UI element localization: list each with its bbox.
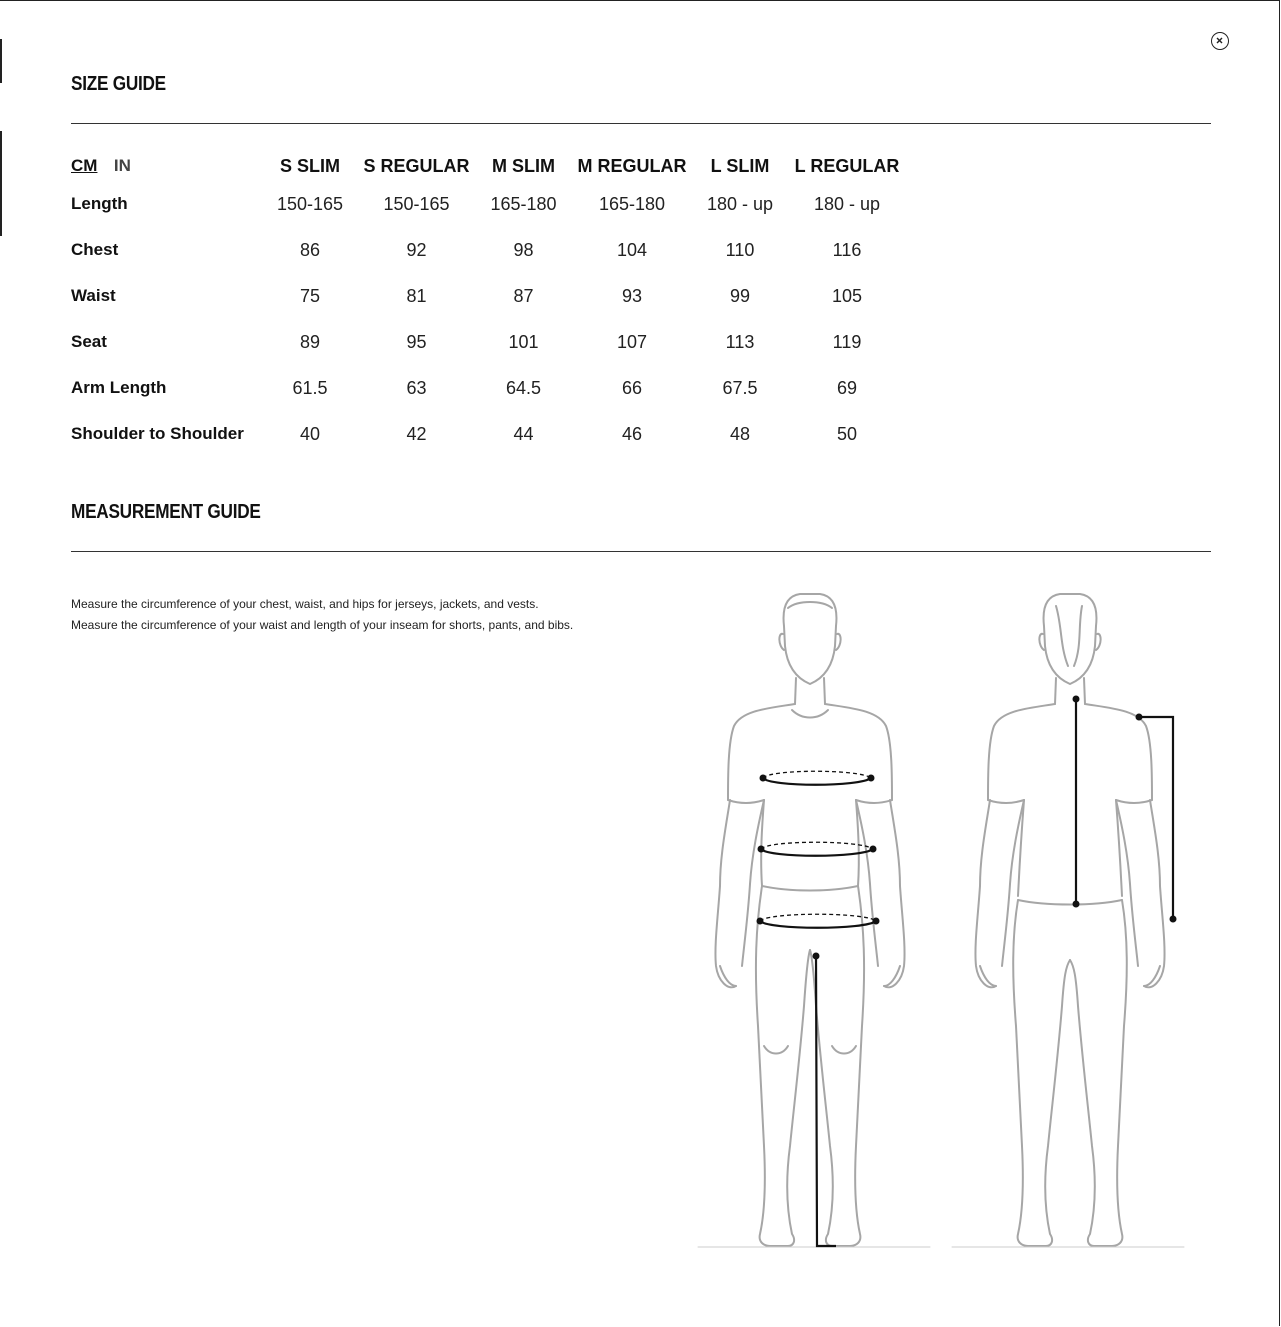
table-cell: 46 — [621, 423, 643, 444]
left-edge-mark — [0, 39, 2, 83]
instruction-line: Measure the circumference of your chest, waist, and hips for jerseys, jackets, and vests. — [71, 597, 539, 611]
table-cell: 93 — [621, 285, 643, 306]
table-row — [71, 365, 901, 411]
unit-in-tab[interactable]: IN — [113, 156, 131, 175]
table-cell: 87 — [513, 285, 534, 306]
waist-measure-line — [761, 842, 873, 856]
column-header: L REGULAR — [794, 155, 900, 176]
unit-toggle — [71, 151, 257, 181]
table-cell: 180 - up — [813, 193, 881, 214]
table-cell: 165-180 — [598, 193, 666, 214]
table-cell: 64.5 — [505, 377, 542, 398]
table-row — [71, 411, 901, 457]
table-cell: 66 — [621, 377, 643, 398]
table-cell: 44 — [513, 423, 534, 444]
instruction-line: Measure the circumference of your waist and length of your inseam for shorts, pants, and bibs. — [71, 618, 574, 632]
table-cell: 67.5 — [722, 377, 758, 398]
table-cell: 110 — [725, 239, 755, 260]
close-button[interactable] — [1211, 32, 1229, 50]
table-cell: 63 — [406, 377, 427, 398]
back-body-figure — [975, 594, 1164, 1246]
table-row — [71, 273, 901, 319]
size-guide-divider — [71, 123, 1211, 124]
measurement-guide-divider — [71, 551, 1211, 552]
table-cell: 98 — [513, 239, 534, 260]
column-header: M SLIM — [492, 155, 555, 176]
table-row — [71, 181, 901, 227]
table-cell: 119 — [832, 331, 862, 352]
row-label: Shoulder to Shoulder — [71, 424, 244, 443]
table-cell: 92 — [406, 239, 427, 260]
size-guide-title: SIZE GUIDE — [71, 73, 166, 95]
table-cell: 104 — [616, 239, 648, 260]
table-row — [71, 227, 901, 273]
measurement-instructions — [71, 594, 573, 636]
table-cell: 48 — [729, 423, 751, 444]
table-cell: 180 - up — [706, 193, 774, 214]
column-header: S SLIM — [279, 155, 340, 176]
column-header: L SLIM — [710, 155, 770, 176]
left-edge-mark — [0, 131, 2, 236]
table-cell: 150-165 — [383, 193, 450, 214]
table-cell: 113 — [725, 331, 755, 352]
measurement-figures — [690, 586, 1200, 1261]
row-label: Waist — [71, 286, 116, 305]
table-cell: 69 — [836, 377, 858, 398]
close-icon — [1212, 33, 1227, 48]
table-cell: 99 — [729, 285, 751, 306]
arm-length-measure-line — [1139, 717, 1173, 919]
table-cell: 95 — [406, 331, 427, 352]
column-header: S REGULAR — [363, 155, 470, 176]
table-cell: 107 — [616, 331, 648, 352]
table-cell: 150-165 — [276, 193, 344, 214]
table-cell: 89 — [299, 331, 321, 352]
table-cell: 75 — [299, 285, 321, 306]
row-label: Length — [71, 194, 128, 213]
table-row — [71, 319, 901, 365]
size-table-header-row — [71, 151, 901, 181]
table-cell: 86 — [299, 239, 321, 260]
measurement-guide-title: MEASUREMENT GUIDE — [71, 501, 261, 523]
table-cell: 40 — [299, 423, 321, 444]
row-label: Seat — [71, 332, 107, 351]
size-table — [71, 151, 901, 457]
table-cell: 165-180 — [490, 193, 557, 214]
table-cell: 50 — [836, 423, 858, 444]
table-cell: 81 — [406, 285, 427, 306]
table-cell: 105 — [831, 285, 863, 306]
unit-cm-tab[interactable]: CM — [71, 156, 98, 175]
row-label: Chest — [71, 240, 119, 259]
row-label: Arm Length — [71, 378, 167, 397]
table-cell: 42 — [406, 423, 427, 444]
table-cell: 116 — [832, 239, 862, 260]
seat-measure-line — [760, 914, 876, 928]
table-cell: 61.5 — [292, 377, 328, 398]
column-header: M REGULAR — [577, 155, 687, 176]
table-cell: 101 — [508, 331, 539, 352]
chest-measure-line — [763, 771, 871, 785]
